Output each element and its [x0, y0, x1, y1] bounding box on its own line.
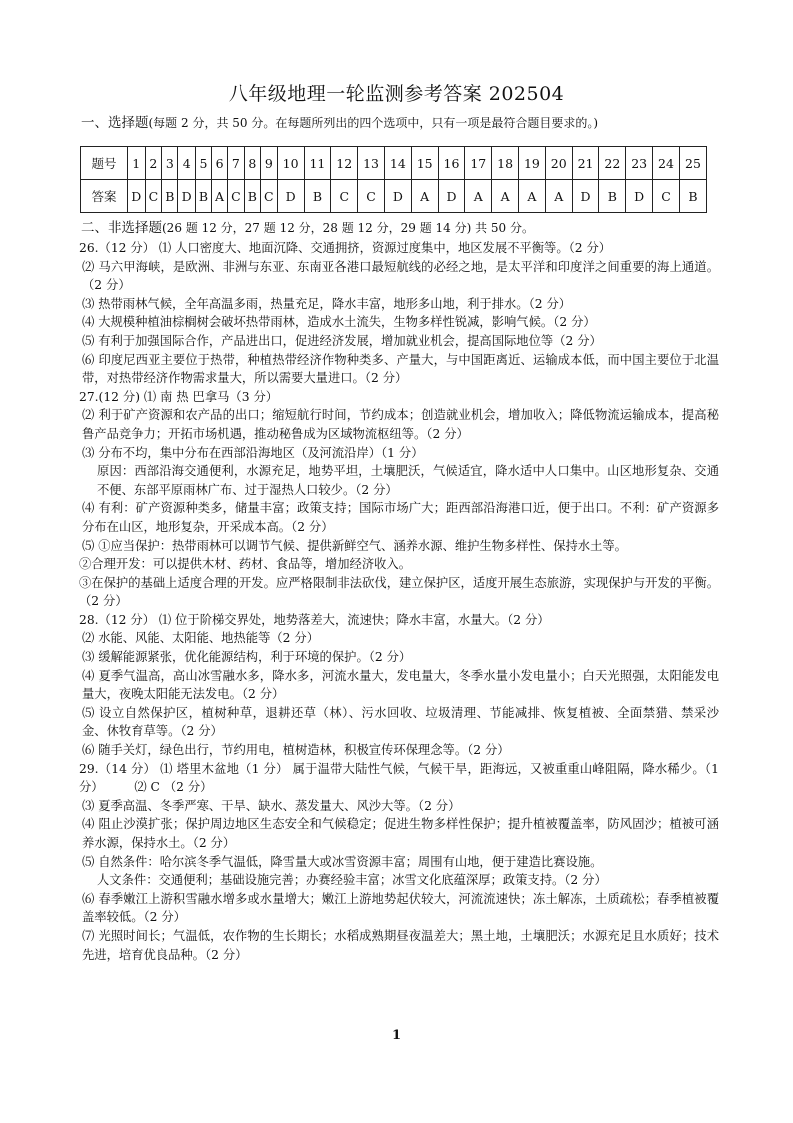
answer-cell: A — [519, 180, 546, 213]
answer-paragraph: ⑵ 利于矿产资源和农产品的出口；缩短航行时间，节约成本；创造就业机会，增加收入；降低物流运输成本，提高秘鲁产品竞争力；开拓市场机遇，推动秘鲁成为区域物流枢纽等。（2 分） — [82, 408, 719, 441]
question-number-cell: 1 — [128, 147, 146, 180]
question-number-cell: 10 — [277, 147, 304, 180]
answer-table-number-row — [81, 147, 707, 180]
answer-cell: D — [128, 180, 146, 213]
answer-paragraph: 27.(12 分) ⑴ 南 热 巴拿马（3 分） — [79, 389, 279, 404]
question-number-cell: 11 — [304, 147, 331, 180]
answer-cell: C — [653, 180, 680, 213]
answer-cell: B — [304, 180, 331, 213]
page-title: 八年级地理一轮监测参考答案 202504 — [228, 83, 565, 105]
question-number-cell: 14 — [384, 147, 411, 180]
answer-cell: B — [162, 180, 178, 213]
section-heading-label: 一、选择题 — [81, 115, 149, 131]
answer-paragraph: ⑷ 大规模种植油棕榈树会破坏热带雨林，造成水土流失，生物多样性锐减，影响气候。（2 分） — [82, 315, 596, 330]
question-number-cell: 19 — [519, 147, 546, 180]
question-number-cell: 15 — [411, 147, 438, 180]
question-number-cell: 24 — [653, 147, 680, 180]
answer-cell: C — [260, 180, 277, 213]
question-number-cell: 21 — [572, 147, 599, 180]
question-number-cell: 17 — [465, 147, 492, 180]
question-number-cell: 22 — [599, 147, 626, 180]
question-number-cell: 12 — [331, 147, 358, 180]
answer-cell: C — [358, 180, 385, 213]
answer-paragraph: 28.（12 分） ⑴ 位于阶梯交界处，地势落差大，流速快；降水丰富，水量大。（2 分） — [79, 612, 550, 627]
answer-paragraph: 26.（12 分） ⑴ 人口密度大、地面沉降、交通拥挤，资源过度集中，地区发展不平衡等。（2 分） — [79, 241, 612, 255]
answer-cell: C — [331, 180, 358, 213]
answer-cell: A — [465, 180, 492, 213]
answer-cell: D — [277, 180, 304, 213]
answer-paragraph: ⑷ 有利：矿产资源种类多，储量丰富；政策支持；国际市场广大；距西部沿海港口近，便于出口。不利：矿产资源多分布在山区，地形复杂，开采成本高。（2 分） — [82, 501, 719, 534]
answer-paragraph: ②合理开发：可以提供木材、药材、食品等，增加经济收入。 — [79, 557, 412, 572]
answer-cell: C — [145, 180, 162, 213]
answer-paragraph: ⑹ 印度尼西亚主要位于热带，种植热带经济作物种类多、产量大，与中国距离近、运输成本低，而中国主要位于北温带，对热带经济作物需求量大，所以需要大量进口。（2 分） — [82, 352, 719, 386]
row-label-answer: 答案 — [81, 180, 128, 213]
answer-paragraph: 原因：西部沿海交通便利，水源充足，地势平坦，土壤肥沃，气候适宜，降水适中人口集中。山区地形复杂、交通不便、东部平原雨林广布、过于湿热人口较少。（2 分） — [97, 464, 719, 497]
section-heading-note: (26 题 12 分，27 题 12 分，28 题 12 分，29 题 14 分) 共 50 分。 — [162, 221, 535, 235]
answer-paragraph: ⑶ 缓解能源紧张，优化能源结构，利于环境的保护。（2 分） — [82, 650, 412, 665]
answer-paragraph: ⑸ 有利于加强国际合作，产品进出口，促进经济发展，增加就业机会，提高国际地位等（2 分） — [82, 333, 602, 348]
answer-table — [80, 146, 707, 213]
answer-cell: D — [178, 180, 196, 213]
section-heading-label: 二、非选择题 — [81, 220, 162, 236]
answer-paragraph: ⑷ 夏季气温高，高山冰雪融水多，降水多，河流水量大，发电量大，冬季水量小发电量小；白天光照强，太阳能发电量大，夜晚太阳能无法发电。（2 分） — [82, 668, 719, 702]
answer-paragraph: ⑶ 热带雨林气候，全年高温多雨，热量充足，降水丰富，地形多山地，利于排水。（2 分） — [82, 296, 572, 311]
answer-paragraph: ⑹ 随手关灯，绿色出行，节约用电，植树造林，积极宣传环保理念等。（2 分） — [82, 743, 510, 758]
answer-paragraph: ⑶ 分布不均，集中分布在西部沿海地区（及河流沿岸）（1 分） — [82, 445, 424, 460]
question-number-cell: 6 — [212, 147, 228, 180]
answer-paragraph: ③在保护的基础上适度合理的开发。应严格限制非法砍伐，建立保护区，适度开展生态旅游，实现保护与开发的平衡。（2 分） — [79, 575, 719, 609]
question-number-cell: 23 — [626, 147, 653, 180]
question-number-cell: 4 — [178, 147, 196, 180]
answer-cell: A — [411, 180, 438, 213]
answer-paragraph: ⑸ 设立自然保护区，植树种草，退耕还草（林）、污水回收、垃圾清理、节能减排、恢复植被、全面禁猎、禁采沙金、休牧育草等。（2 分） — [82, 705, 719, 739]
answer-table-answer-row — [81, 180, 707, 213]
answer-cell: D — [626, 180, 653, 213]
answer-cell: A — [545, 180, 572, 213]
answer-content — [79, 239, 719, 964]
answer-cell: B — [195, 180, 211, 213]
answer-cell: D — [384, 180, 411, 213]
answer-paragraph: ⑺ 光照时间长；气温低，农作物的生长期长；水稻成熟期昼夜温差大；黑土地，土壤肥沃；水源充足且水质好；技术先进，培育优良品种。（2 分） — [82, 928, 719, 962]
question-number-cell: 2 — [145, 147, 162, 180]
answer-cell: D — [438, 180, 465, 213]
section-heading-choice — [81, 111, 598, 131]
question-number-cell: 16 — [438, 147, 465, 180]
answer-paragraph: ⑸ 自然条件：哈尔滨冬季气温低，降雪量大或冰雪资源丰富；周围有山地，便于建造比赛设施。 — [82, 854, 603, 869]
answer-paragraph: 人文条件：交通便利；基础设施完善；办赛经验丰富；冰雪文化底蕴深厚；政策支持。（2 分） — [97, 873, 607, 888]
question-number-cell: 18 — [492, 147, 519, 180]
section-heading-open — [81, 216, 534, 236]
row-label-number: 题号 — [81, 147, 128, 180]
answer-cell: B — [244, 180, 260, 213]
answer-paragraph: ⑸ ①应当保护：热带雨林可以调节气候、提供新鲜空气、涵养水源、维护生物多样性、保持水土等。 — [82, 538, 627, 553]
question-number-cell: 9 — [260, 147, 277, 180]
page-number: 1 — [391, 1028, 402, 1043]
answer-paragraph: ⑶ 夏季高温、冬季严寒、干旱、缺水、蒸发量大、风沙大等。（2 分） — [82, 798, 461, 813]
answer-paragraph: ⑵ 水能、风能、太阳能、地热能等（2 分） — [82, 631, 319, 646]
question-number-cell: 20 — [545, 147, 572, 180]
answer-paragraph: ⑹ 春季嫩江上游积雪融水增多或水量增大；嫩江上游地势起伏较大，河流流速快；冻土解冻，土质疏松；春季植被覆盖率较低。（2 分） — [82, 891, 719, 925]
question-number-cell: 8 — [244, 147, 260, 180]
answer-paragraph: ⑷ 阻止沙漠扩张；保护周边地区生态安全和气候稳定；促进生物多样性保护；提升植被覆盖率，防风固沙；植被可涵养水源，保持水土。（2 分） — [82, 817, 719, 850]
answer-paragraph: 29.（14 分） ⑴ 塔里木盆地（1 分） 属于温带大陆性气候，气候干旱，距海远，又被重重山峰阻隔，降水稀少。（1 分） ⑵ C （2 分） — [79, 761, 719, 795]
answer-cell: C — [228, 180, 245, 213]
answer-cell: A — [492, 180, 519, 213]
answer-cell: A — [212, 180, 228, 213]
answer-paragraph: ⑵ 马六甲海峡，是欧洲、非洲与东亚、东南亚各港口最短航线的必经之地，是太平洋和印度洋之间重要的海上通道。（2 分） — [82, 259, 719, 293]
question-number-cell: 5 — [195, 147, 211, 180]
section-heading-note: (每题 2 分，共 50 分。在每题所列出的四个选项中，只有一项是最符合题目要求的。) — [148, 116, 599, 130]
answer-cell: D — [572, 180, 599, 213]
answer-cell: B — [599, 180, 626, 213]
question-number-cell: 25 — [679, 147, 706, 180]
question-number-cell: 7 — [228, 147, 245, 180]
answer-cell: B — [679, 180, 706, 213]
question-number-cell: 3 — [162, 147, 178, 180]
question-number-cell: 13 — [358, 147, 385, 180]
